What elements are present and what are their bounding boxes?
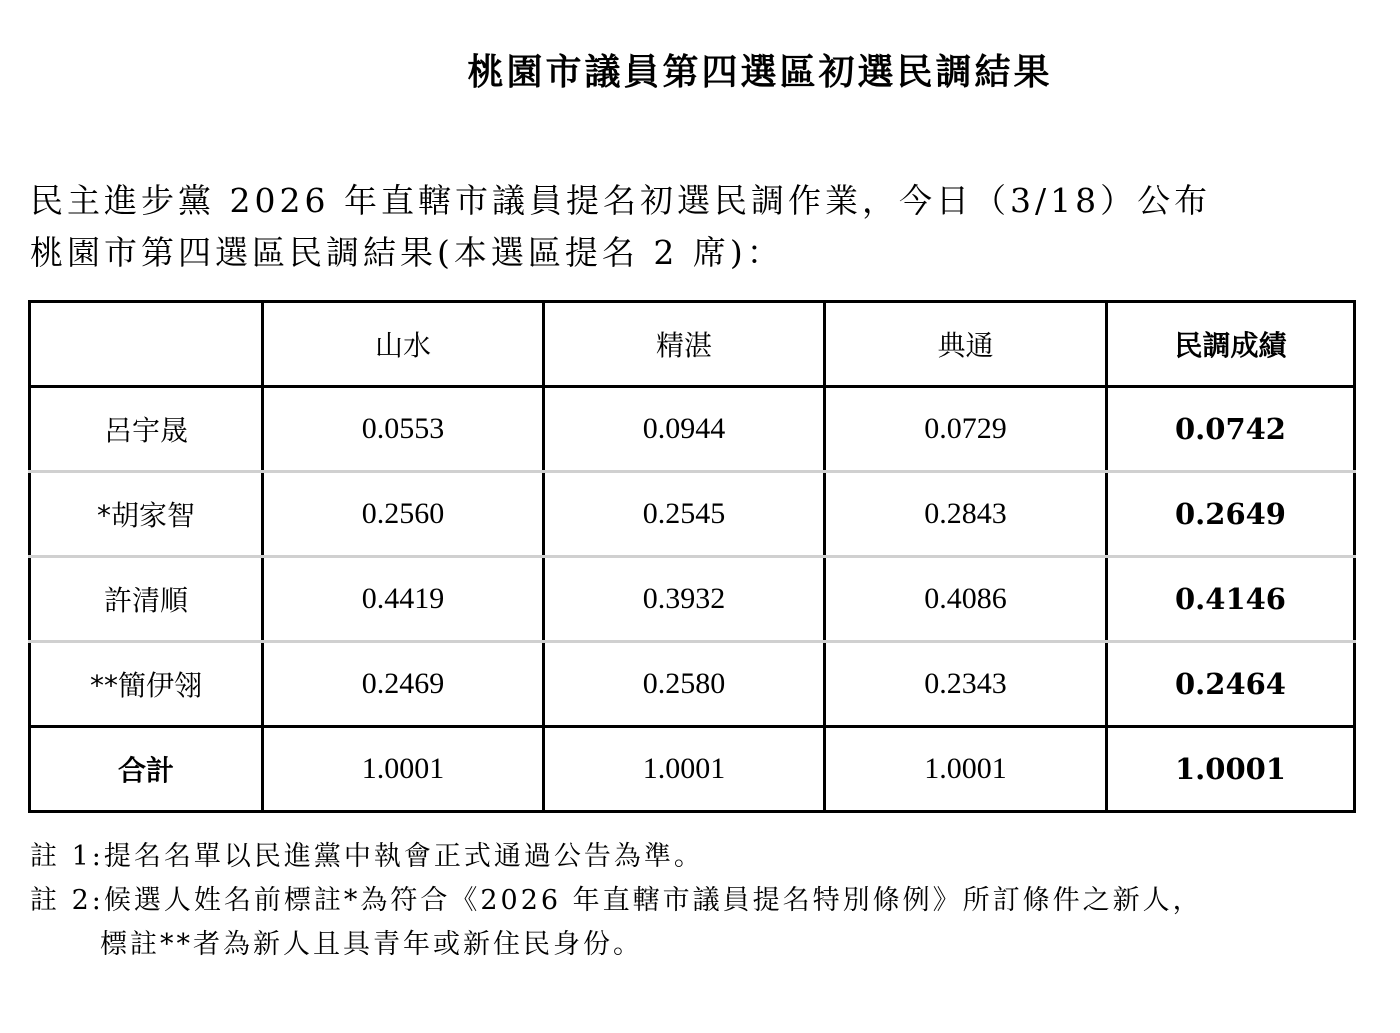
total-value-cell: 1.0001	[544, 727, 825, 812]
value-cell: 0.0944	[544, 387, 825, 472]
candidate-name: 呂宇晟	[30, 387, 263, 472]
header-pollster-jingzhan: 精湛	[544, 302, 825, 387]
value-cell: 0.2343	[825, 642, 1107, 727]
table-row	[30, 557, 1355, 642]
score-cell: 0.4146	[1107, 557, 1355, 642]
header-blank	[30, 302, 263, 387]
value-cell: 0.2469	[263, 642, 544, 727]
table-header-row	[30, 302, 1355, 387]
candidate-name: *胡家智	[30, 472, 263, 557]
table-row	[30, 642, 1355, 727]
value-cell: 0.2843	[825, 472, 1107, 557]
poll-results-table	[28, 300, 1356, 813]
header-poll-score: 民調成績	[1107, 302, 1355, 387]
header-pollster-diantong: 典通	[825, 302, 1107, 387]
value-cell: 0.2580	[544, 642, 825, 727]
candidate-name: 許清順	[30, 557, 263, 642]
score-cell: 0.0742	[1107, 387, 1355, 472]
value-cell: 0.4086	[825, 557, 1107, 642]
value-cell: 0.4419	[263, 557, 544, 642]
score-cell: 0.2649	[1107, 472, 1355, 557]
footnote-2: 註 2:候選人姓名前標註*為符合《2026 年直轄市議員提名特別條例》所訂條件之新人，	[30, 885, 1203, 916]
intro-line-1: 民主進步黨 2026 年直轄市議員提名初選民調作業，今日（3/18）公布	[30, 181, 1212, 220]
total-row	[30, 727, 1355, 812]
total-label: 合計	[30, 727, 263, 812]
intro-paragraph	[30, 175, 1211, 279]
intro-line-2: 桃園市第四選區民調結果(本選區提名 2 席)：	[30, 233, 784, 272]
document-title: 桃園市議員第四選區初選民調結果	[467, 51, 1053, 93]
total-value-cell: 1.0001	[263, 727, 544, 812]
score-cell: 0.2464	[1107, 642, 1355, 727]
table-row	[30, 387, 1355, 472]
value-cell: 0.0729	[825, 387, 1107, 472]
table-row	[30, 472, 1355, 557]
candidate-name: **簡伊翎	[30, 642, 263, 727]
total-score-cell: 1.0001	[1107, 727, 1355, 812]
value-cell: 0.0553	[263, 387, 544, 472]
footnote-2-continued: 標註**者為新人且具青年或新住民身份。	[100, 929, 643, 960]
footnotes	[30, 835, 1203, 967]
footnote-1: 註 1:提名名單以民進黨中執會正式通過公告為準。	[30, 841, 704, 872]
total-value-cell: 1.0001	[825, 727, 1107, 812]
value-cell: 0.3932	[544, 557, 825, 642]
value-cell: 0.2560	[263, 472, 544, 557]
value-cell: 0.2545	[544, 472, 825, 557]
header-pollster-shanshui: 山水	[263, 302, 544, 387]
